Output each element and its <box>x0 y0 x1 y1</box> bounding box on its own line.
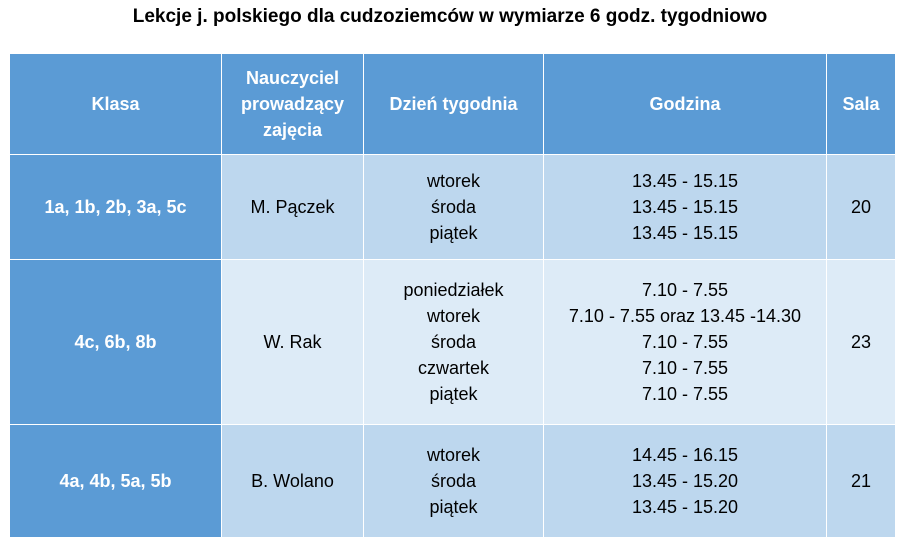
table-row <box>10 260 896 425</box>
godzina-line: 7.10 - 7.55 oraz 13.45 -14.30 <box>568 306 802 326</box>
godzina-line: 13.45 - 15.20 <box>631 471 739 491</box>
godzina-line: 7.10 - 7.55 <box>641 280 729 300</box>
dzien-line: piątek <box>429 223 478 243</box>
godzina-cell <box>544 425 827 538</box>
table-row <box>10 425 896 538</box>
dzien-line: piątek <box>429 384 478 404</box>
sala-cell: 23 <box>827 260 896 425</box>
godzina-cell <box>544 260 827 425</box>
klasa-cell: 4a, 4b, 5a, 5b <box>10 425 222 538</box>
header-nauczyciel <box>222 54 364 155</box>
dzien-line: poniedziałek <box>403 280 504 300</box>
schedule-table <box>9 53 896 538</box>
nauczyciel-cell: M. Pączek <box>222 155 364 260</box>
dzien-line: wtorek <box>426 171 480 191</box>
godzina-line: 13.45 - 15.15 <box>631 197 739 217</box>
dzien-cell <box>364 155 544 260</box>
godzina-line: 7.10 - 7.55 <box>641 332 729 352</box>
nauczyciel-cell: B. Wolano <box>222 425 364 538</box>
klasa-cell: 1a, 1b, 2b, 3a, 5c <box>10 155 222 260</box>
dzien-cell <box>364 260 544 425</box>
dzien-line: wtorek <box>426 306 480 326</box>
dzien-line: czwartek <box>417 358 489 378</box>
header-godzina: Godzina <box>544 54 827 155</box>
godzina-line: 7.10 - 7.55 <box>641 384 729 404</box>
page-title: Lekcje j. polskiego dla cudzoziemców w wymiarze 6 godz. tygodniowo <box>132 6 768 27</box>
dzien-line: środa <box>430 471 477 491</box>
header-nauczyciel-line: zajęcia <box>262 120 323 140</box>
dzien-line: wtorek <box>426 445 480 465</box>
table-row <box>10 155 896 260</box>
dzien-line: piątek <box>429 497 478 517</box>
header-sala: Sala <box>827 54 896 155</box>
dzien-cell <box>364 425 544 538</box>
nauczyciel-cell: W. Rak <box>222 260 364 425</box>
godzina-line: 13.45 - 15.20 <box>631 497 739 517</box>
godzina-line: 13.45 - 15.15 <box>631 223 739 243</box>
godzina-line: 14.45 - 16.15 <box>631 445 739 465</box>
godzina-line: 13.45 - 15.15 <box>631 171 739 191</box>
godzina-cell <box>544 155 827 260</box>
klasa-cell: 4c, 6b, 8b <box>10 260 222 425</box>
header-row <box>10 54 896 155</box>
header-nauczyciel-line: Nauczyciel <box>245 68 340 88</box>
header-nauczyciel-line: prowadzący <box>240 94 345 114</box>
dzien-line: środa <box>430 197 477 217</box>
godzina-line: 7.10 - 7.55 <box>641 358 729 378</box>
dzien-line: środa <box>430 332 477 352</box>
sala-cell: 21 <box>827 425 896 538</box>
header-dzien: Dzień tygodnia <box>364 54 544 155</box>
sala-cell: 20 <box>827 155 896 260</box>
header-klasa: Klasa <box>10 54 222 155</box>
